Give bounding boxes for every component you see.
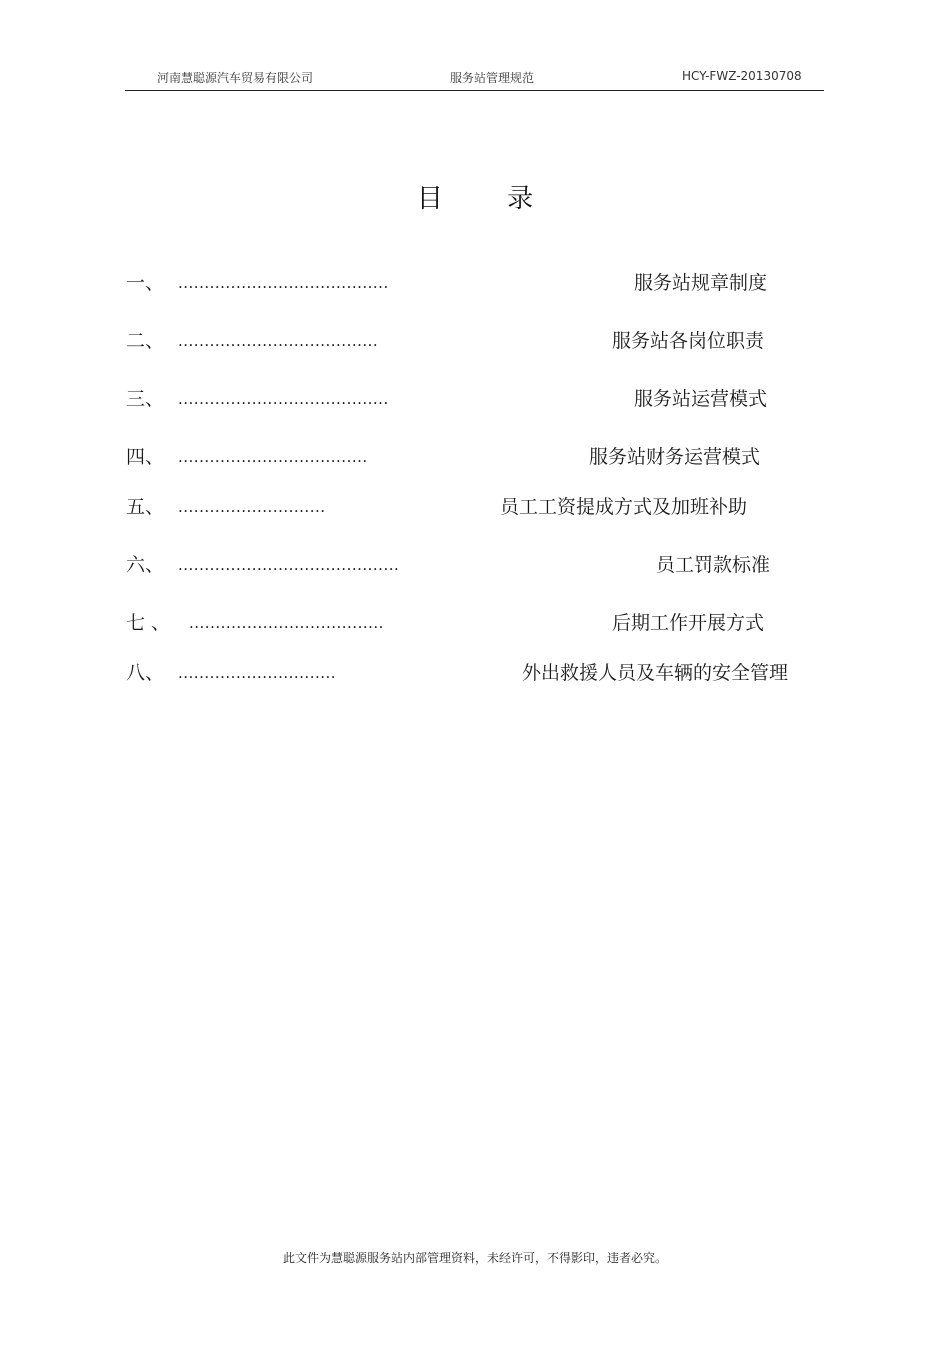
toc-item-number: 二、 xyxy=(126,330,165,352)
toc-item-7[interactable] xyxy=(126,608,806,638)
toc-item-leader: ...................................... xyxy=(178,332,379,350)
toc-item-leader: ..................................... xyxy=(189,614,384,632)
toc-item-number: 五、 xyxy=(126,496,165,518)
toc-item-label: 后期工作开展方式 xyxy=(612,612,765,634)
toc-item-number: 一、 xyxy=(126,272,165,294)
toc-item-number: 六、 xyxy=(126,554,165,576)
toc-item-2[interactable] xyxy=(126,326,806,356)
toc-item-leader: .......................................... xyxy=(178,556,400,574)
toc-item-label: 外出救援人员及车辆的安全管理 xyxy=(522,662,789,684)
page-header xyxy=(125,66,824,91)
toc-item-label: 服务站财务运营模式 xyxy=(589,446,761,468)
toc-item-label: 服务站各岗位职责 xyxy=(612,330,765,352)
toc-item-4[interactable] xyxy=(126,442,806,472)
toc-item-leader: ........................................ xyxy=(178,390,389,408)
toc-item-number: 八、 xyxy=(126,662,165,684)
toc-item-label: 服务站运营模式 xyxy=(634,388,768,410)
toc-title: 目 录 xyxy=(416,184,562,214)
toc-item-label: 服务站规章制度 xyxy=(634,272,768,294)
toc-item-number: 七 、 xyxy=(126,612,171,634)
toc-item-1[interactable] xyxy=(126,268,806,298)
footer-notice: 此文件为慧聪源服务站内部管理资料，未经许可，不得影印，违者必究。 xyxy=(282,1251,667,1265)
toc-item-3[interactable] xyxy=(126,384,806,414)
toc-item-5[interactable] xyxy=(126,492,806,522)
header-doc-title: 服务站管理规范 xyxy=(450,71,535,85)
toc-item-6[interactable] xyxy=(126,550,806,580)
toc-item-leader: .................................... xyxy=(178,448,368,466)
toc-item-number: 四、 xyxy=(126,446,165,468)
toc-item-label: 员工工资提成方式及加班补助 xyxy=(500,496,748,518)
toc-item-leader: ........................................ xyxy=(178,274,389,292)
toc-item-number: 三、 xyxy=(126,388,165,410)
toc-item-label: 员工罚款标准 xyxy=(656,554,771,576)
toc-item-leader: ............................ xyxy=(178,498,326,516)
toc-item-8[interactable] xyxy=(126,658,806,688)
header-company: 河南慧聪源汽车贸易有限公司 xyxy=(157,71,314,85)
toc-item-leader: .............................. xyxy=(178,664,337,682)
header-doc-code: HCY-FWZ-20130708 xyxy=(682,69,802,83)
